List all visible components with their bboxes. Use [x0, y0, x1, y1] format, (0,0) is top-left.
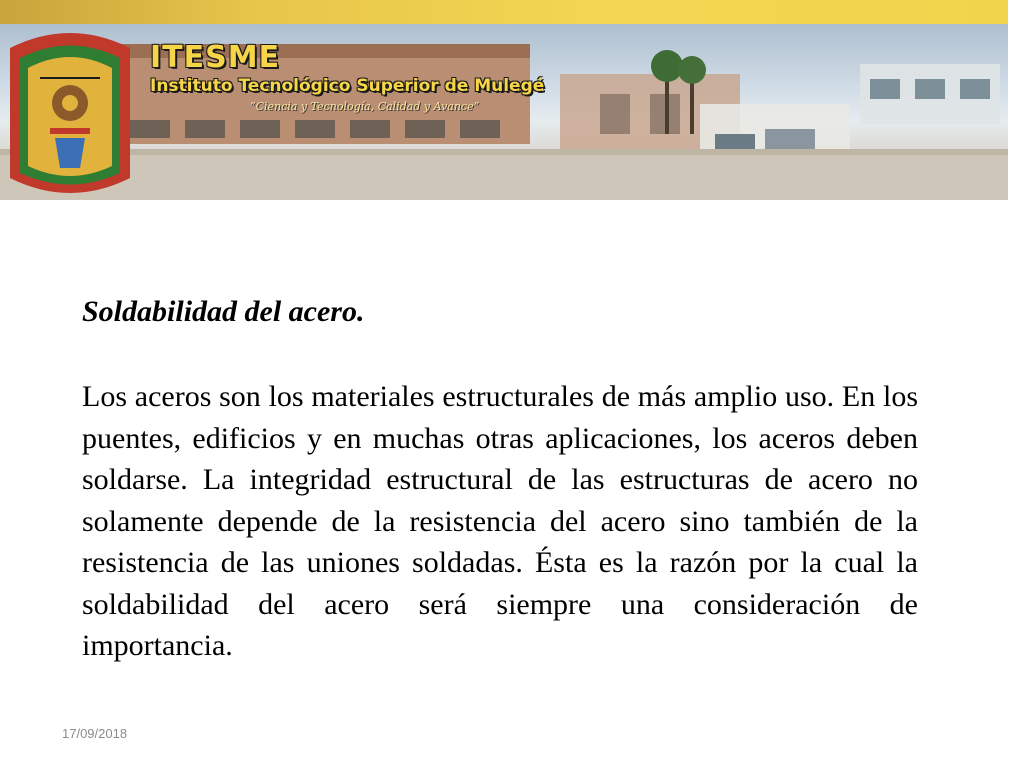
banner-subtitle: Instituto Tecnológico Superior de Mulegé	[150, 76, 545, 96]
institute-logo	[0, 28, 140, 200]
banner-motto: “Ciencia y Tecnología, Calidad y Avance”	[250, 100, 480, 113]
header-banner	[0, 0, 1008, 200]
slide-content	[82, 292, 918, 667]
section-heading: Soldabilidad del acero.	[82, 295, 365, 328]
top-color-strip	[0, 0, 1008, 24]
banner-title: ITESME	[150, 40, 281, 75]
body-paragraph: Los aceros son los materiales estructurales de más amplio uso. En los puentes, edificios y en muchas otras aplicaciones, los aceros deben soldarse. La integridad estructural de las estructuras de acero no solamente depende de la resistencia del acero sino también de la resistencia de las uniones soldadas. Ésta es la razón por la cual la soldabilidad del acero será siempre una consideración de importancia.	[82, 380, 918, 662]
slide-date: 17/09/2018	[62, 726, 128, 741]
